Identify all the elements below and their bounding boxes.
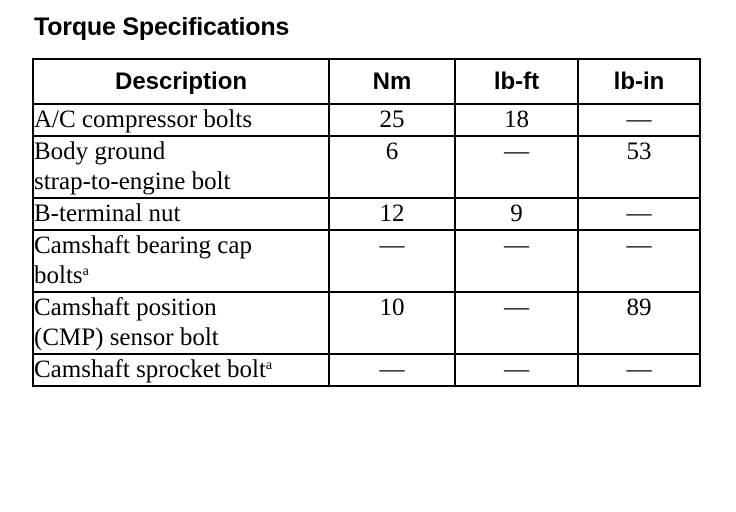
description-line: Camshaft position bbox=[34, 294, 217, 321]
table-row bbox=[33, 104, 700, 136]
column-header-description: Description bbox=[33, 59, 329, 104]
description-line: Body ground bbox=[34, 138, 166, 165]
lbft-cell: — bbox=[455, 292, 578, 354]
description-cell bbox=[33, 230, 329, 292]
description-cell bbox=[33, 198, 329, 230]
table-row bbox=[33, 230, 700, 292]
description-text: Camshaft sprocket bolt bbox=[34, 356, 266, 383]
lbft-cell: — bbox=[455, 230, 578, 292]
table-row bbox=[33, 354, 700, 386]
page-title: Torque Specifications bbox=[34, 13, 290, 41]
column-header-nm: Nm bbox=[329, 59, 455, 104]
lbin-cell: — bbox=[578, 104, 700, 136]
description-cell bbox=[33, 104, 329, 136]
description-line: A/C compressor bolts bbox=[34, 106, 253, 133]
lbin-cell: 89 bbox=[578, 292, 700, 354]
table-row bbox=[33, 198, 700, 230]
lbft-cell: — bbox=[455, 136, 578, 198]
description-cell bbox=[33, 292, 329, 354]
description-line: Camshaft bearing cap bbox=[34, 232, 252, 259]
table-header-row bbox=[33, 59, 700, 104]
lbft-cell: 18 bbox=[455, 104, 578, 136]
nm-cell: 6 bbox=[329, 136, 455, 198]
lbin-cell: — bbox=[578, 354, 700, 386]
nm-cell: 10 bbox=[329, 292, 455, 354]
description-line: strap-to-engine bolt bbox=[34, 168, 231, 195]
description-line bbox=[34, 261, 328, 291]
description-text: bolts bbox=[34, 262, 83, 289]
description-cell bbox=[33, 354, 329, 386]
table-row bbox=[33, 136, 700, 198]
lbin-cell: — bbox=[578, 198, 700, 230]
description-line: B-terminal nut bbox=[34, 200, 181, 227]
description-line bbox=[34, 355, 328, 385]
footnote-marker: a bbox=[265, 358, 273, 373]
lbft-cell: 9 bbox=[455, 198, 578, 230]
description-cell bbox=[33, 136, 329, 198]
lbft-cell: — bbox=[455, 354, 578, 386]
footnote-marker: a bbox=[82, 264, 89, 279]
column-header-lbin: lb-in bbox=[578, 59, 700, 104]
lbin-cell: — bbox=[578, 230, 700, 292]
lbin-cell: 53 bbox=[578, 136, 700, 198]
nm-cell: — bbox=[329, 230, 455, 292]
column-header-lbft: lb-ft bbox=[455, 59, 578, 104]
nm-cell: 12 bbox=[329, 198, 455, 230]
table-row bbox=[33, 292, 700, 354]
torque-spec-table bbox=[32, 58, 701, 387]
nm-cell: — bbox=[329, 354, 455, 386]
nm-cell: 25 bbox=[329, 104, 455, 136]
description-line: (CMP) sensor bolt bbox=[34, 324, 219, 351]
